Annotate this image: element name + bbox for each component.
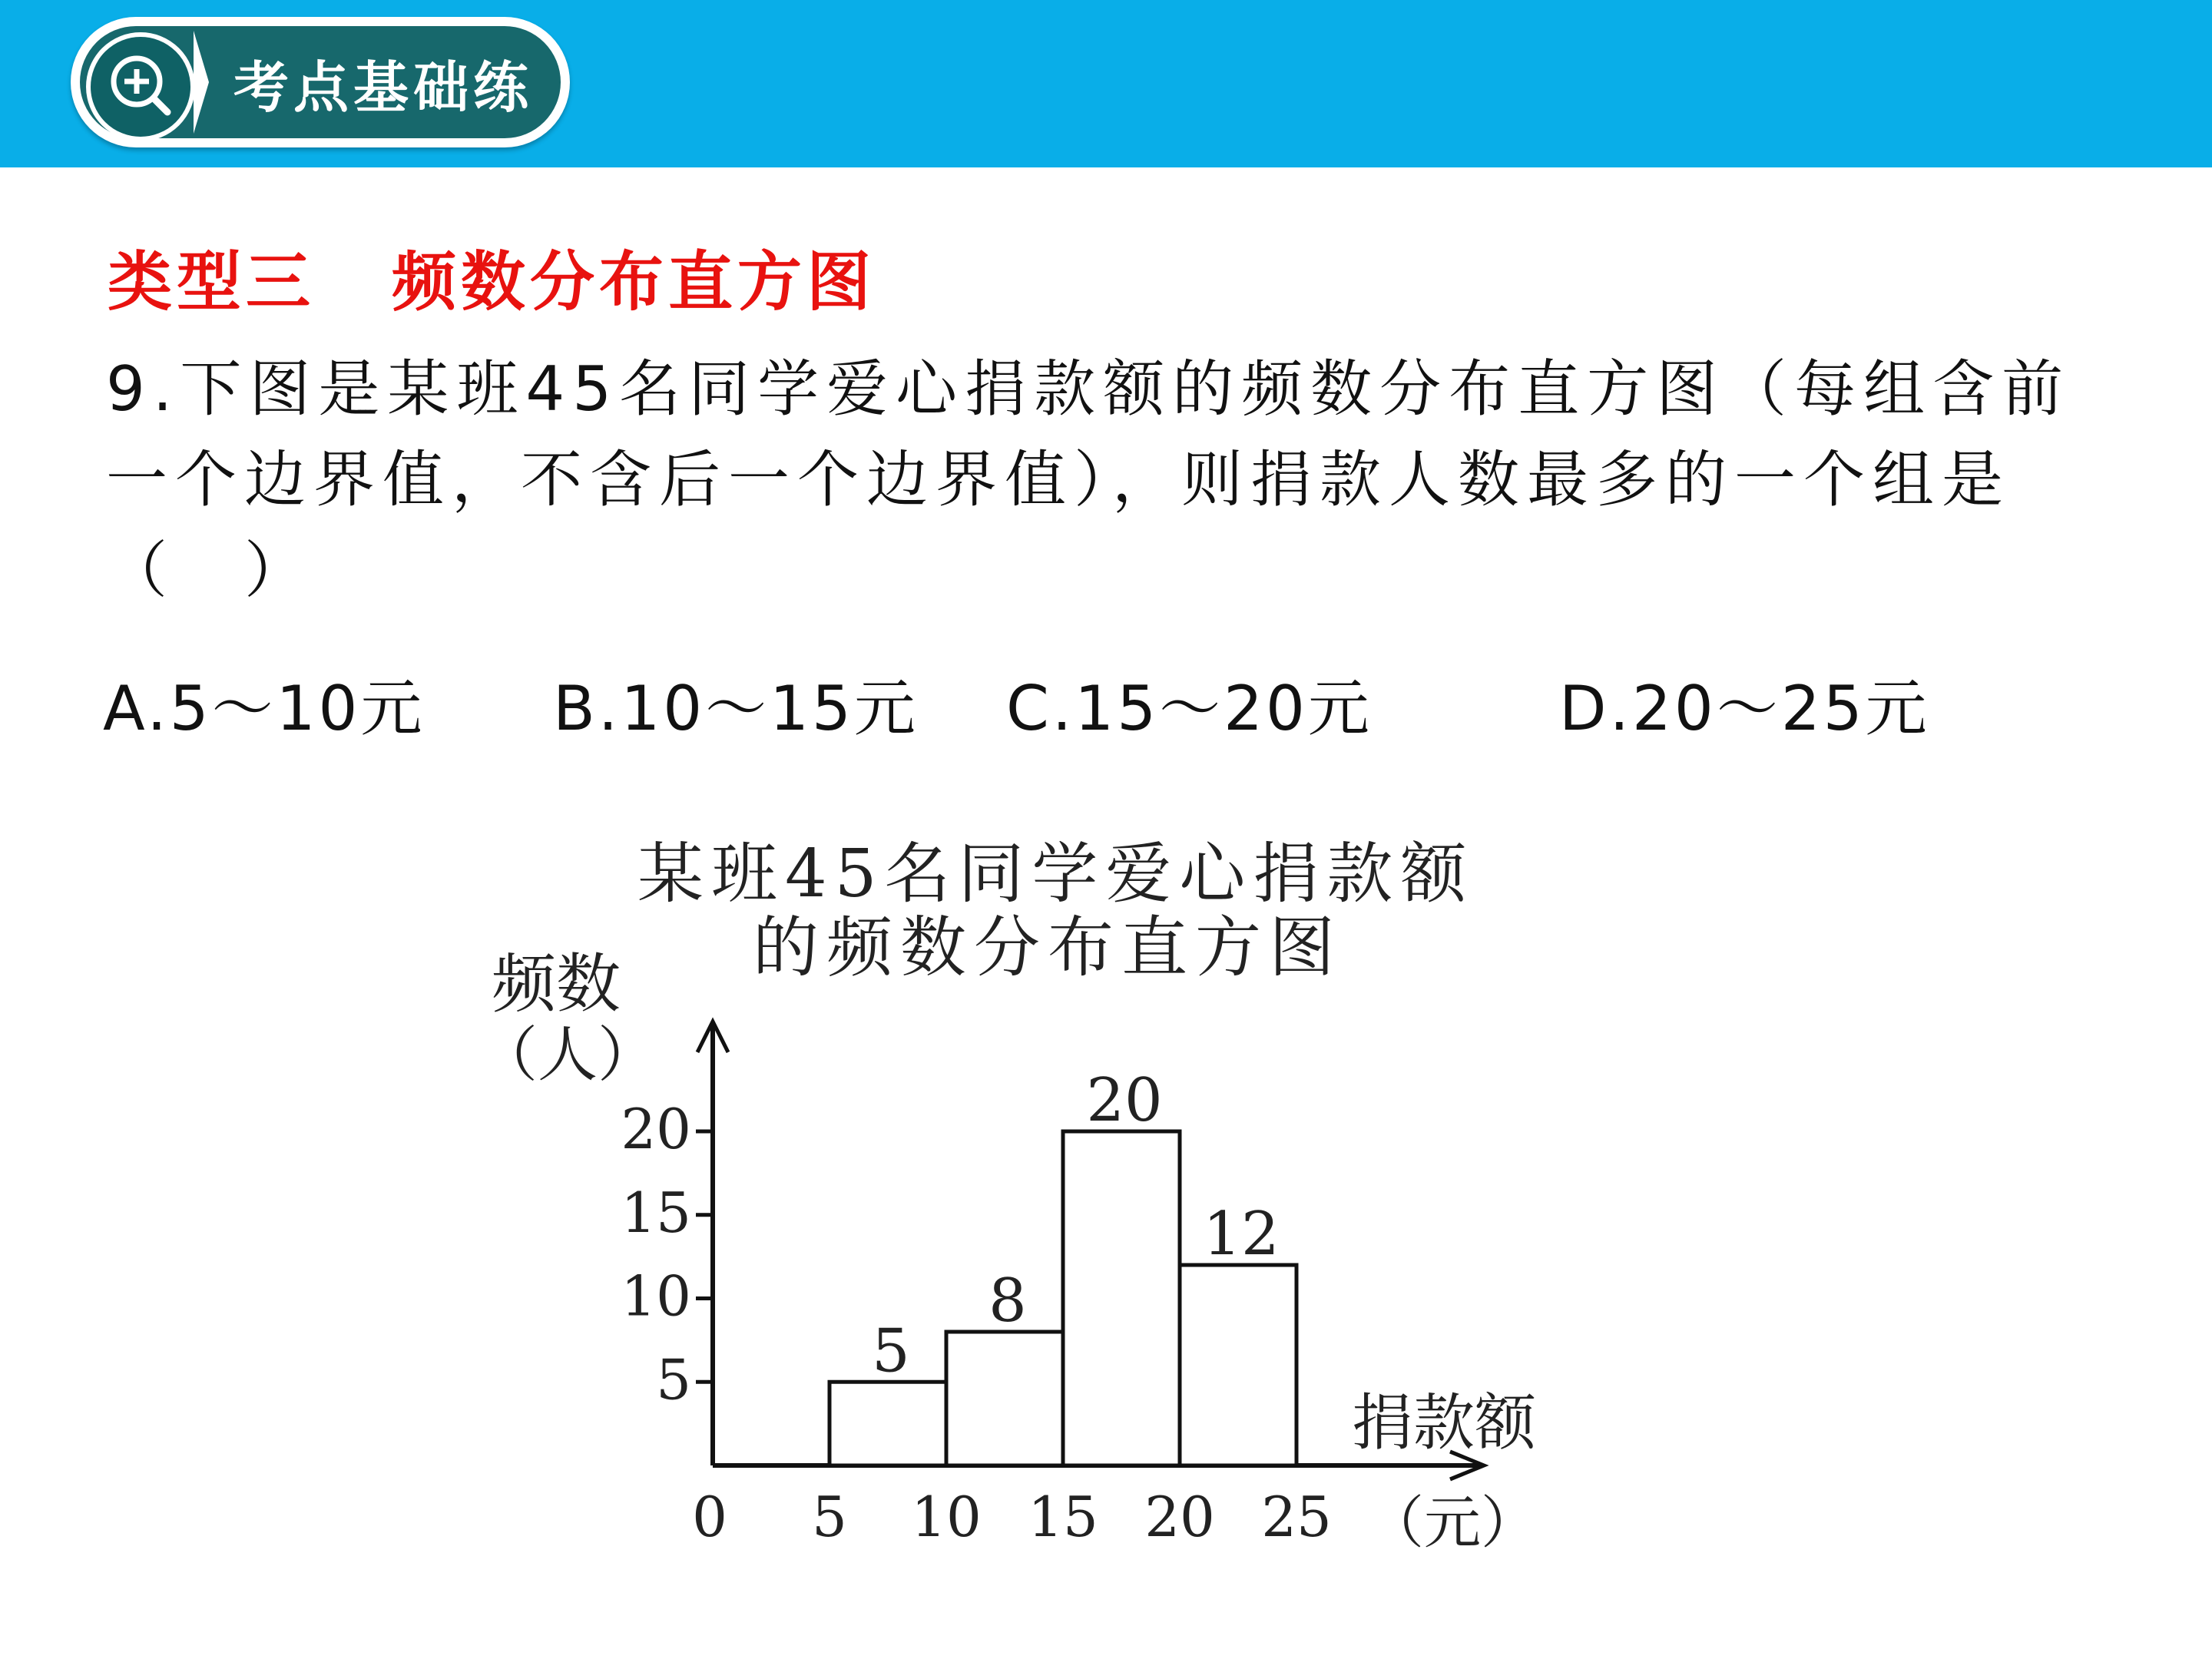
x-tick-label: 0 <box>692 1485 727 1549</box>
histogram-bar <box>830 1382 946 1465</box>
x-tick-label: 20 <box>1144 1485 1215 1549</box>
bar-value-label: 20 <box>1086 1066 1163 1135</box>
badge-label: 考点基础练 <box>233 55 534 120</box>
y-tick-label: 10 <box>621 1263 691 1329</box>
chart-title-line2: 的频数分布直方图 <box>753 909 1343 986</box>
bar-value-label: 12 <box>1203 1200 1280 1269</box>
histogram-bar <box>1063 1131 1180 1465</box>
y-tick-label: 5 <box>656 1347 691 1412</box>
y-axis-unit: （人） <box>478 1021 658 1090</box>
y-tick-label: 20 <box>621 1097 691 1161</box>
x-tick-label: 15 <box>1028 1485 1098 1549</box>
x-tick-label: 5 <box>812 1485 847 1549</box>
section-type: 类型三 <box>108 243 316 320</box>
histogram-bar <box>946 1332 1063 1465</box>
y-tick-label: 15 <box>621 1180 691 1245</box>
option-d[interactable]: D.20～25元 <box>1559 673 1930 744</box>
x-tick-label: 10 <box>911 1485 982 1549</box>
option-a[interactable]: A.5～10元 <box>103 673 426 744</box>
chart-title-line1: 某班45名同学爱心捐款额 <box>637 836 1475 912</box>
option-c[interactable]: C.15～20元 <box>1006 673 1373 744</box>
option-b[interactable]: B.10～15元 <box>553 673 919 744</box>
histogram-bar <box>1180 1265 1296 1465</box>
bar-value-label: 5 <box>872 1316 910 1386</box>
y-axis-label: 频数 <box>492 946 621 1022</box>
x-tick-label: 25 <box>1261 1485 1332 1549</box>
question-text: 9.下图是某班45名同学爱心捐款额的频数分布直方图（每组含前一个边界值，不含后一个边界值），则捐款人数最多的一个组是（ ） <box>106 353 2071 606</box>
x-axis-label: 捐款额 <box>1352 1387 1536 1459</box>
section-topic: 频数分布直方图 <box>392 243 876 320</box>
x-axis-unit: （元） <box>1367 1490 1538 1556</box>
bar-value-label: 8 <box>988 1267 1027 1336</box>
